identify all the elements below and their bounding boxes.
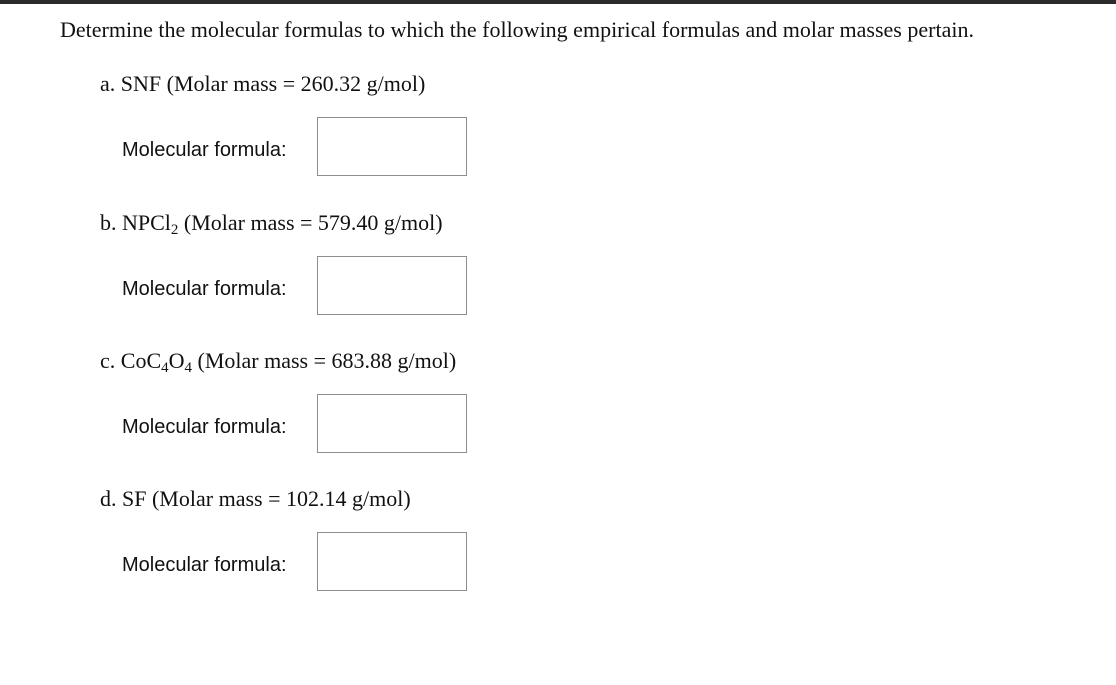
empirical-formula: SF	[122, 486, 147, 511]
molecular-formula-label: Molecular formula:	[122, 554, 287, 576]
question-letter: a.	[100, 71, 116, 96]
question-d-label	[100, 485, 411, 513]
question-d	[100, 485, 800, 685]
question-letter: d.	[100, 486, 117, 511]
empirical-formula: $CoC_4O_4$	[120, 348, 193, 376]
molecular-formula-label: Molecular formula:	[122, 139, 287, 161]
question-prompt: Determine the molecular formulas to which the following empirical formulas and molar masses pertain.	[60, 17, 974, 42]
question-b-label	[100, 209, 443, 237]
molar-mass-text: (Molar mass = 102.14 g/mol)	[151, 486, 411, 511]
molecular-formula-input-c[interactable]	[317, 394, 467, 453]
molecular-formula-label: Molecular formula:	[122, 416, 287, 438]
molecular-formula-input-d[interactable]	[317, 532, 467, 591]
molar-mass-text: (Molar mass = 683.88 g/mol)	[197, 348, 457, 373]
question-a-label	[100, 70, 425, 98]
molecular-formula-label: Molecular formula:	[122, 278, 287, 300]
question-letter: b.	[100, 210, 117, 235]
question-c-label	[100, 347, 456, 375]
molecular-formula-input-a[interactable]	[317, 117, 467, 176]
question-letter: c.	[100, 348, 116, 373]
top-border	[0, 0, 1116, 4]
empirical-formula: NPCl$_2$	[122, 210, 179, 238]
molecular-formula-input-b[interactable]	[317, 256, 467, 315]
molar-mass-text: (Molar mass = 579.40 g/mol)	[183, 210, 443, 235]
empirical-formula: SNF	[120, 71, 162, 96]
molar-mass-text: (Molar mass = 260.32 g/mol)	[166, 71, 426, 96]
